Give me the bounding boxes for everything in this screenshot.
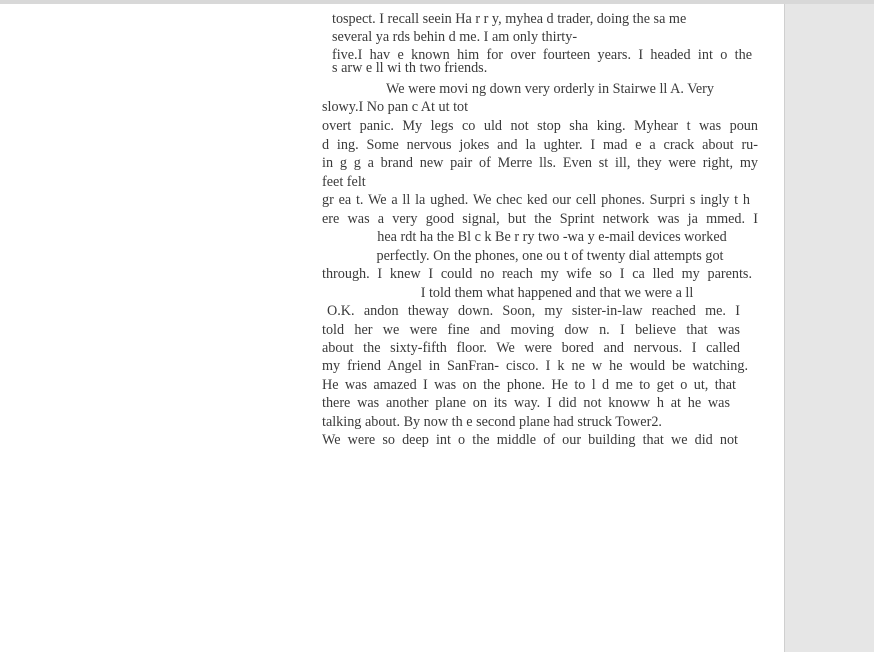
doc-line-14: perfectly. On the phones, one ou t of twenty dial attempts got bbox=[376, 248, 724, 264]
doc-line-5: We were movi ng down very orderly in Stairwe ll A. Very bbox=[386, 81, 714, 97]
doc-line-18: told her we were fine and moving dow n. I believe that was bbox=[322, 322, 740, 338]
document-page[interactable] bbox=[0, 4, 785, 652]
doc-line-8: d ing. Some nervous jokes and la ughter. I mad e a crack about ru- bbox=[322, 137, 758, 153]
doc-line-4: s arw e ll wi th two friends. bbox=[332, 60, 488, 76]
doc-line-20: my friend Angel in SanFran- cisco. I k ne w he would be watching. bbox=[322, 358, 748, 374]
doc-line-2: several ya rds behin d me. I am only thirty- bbox=[332, 29, 578, 45]
doc-line-1: tospect. I recall seein Ha r r y, myhea d trader, doing the sa me bbox=[332, 11, 687, 27]
doc-line-3: five.I hav e known him for over fourteen years. I headed int o the bbox=[332, 47, 752, 63]
doc-line-17: O.K. andon theway down. Soon, my sister-in-law reached me. I bbox=[327, 303, 740, 319]
doc-line-21: He was amazed I was on the phone. He to l d me to get o ut, that bbox=[322, 377, 736, 393]
doc-line-12: ere was a very good signal, but the Sprint network was ja mmed. I bbox=[322, 211, 758, 227]
doc-line-19: about the sixty-fifth floor. We were bored and nervous. I called bbox=[322, 340, 740, 356]
doc-line-22: there was another plane on its way. I did not knoww h at he was bbox=[322, 395, 730, 411]
doc-line-13: hea rdt ha the Bl c k Be r ry two -wa y e-mail devices worked bbox=[377, 229, 727, 245]
doc-line-15: through. I knew I could no reach my wife so I ca lled my parents. bbox=[322, 266, 752, 282]
doc-line-7: overt panic. My legs co uld not stop sha king. Myhear t was poun bbox=[322, 118, 758, 134]
right-gray-margin bbox=[785, 4, 874, 652]
doc-line-10: feet felt bbox=[322, 174, 366, 190]
doc-line-23: talking about. By now th e second plane had struck Tower2. bbox=[322, 414, 662, 430]
doc-line-6: slowy.I No pan c At ut tot bbox=[322, 99, 469, 115]
doc-line-11: gr ea t. We a ll la ughed. We chec ked our cell phones. Surpri s ingly t h bbox=[322, 192, 750, 208]
doc-line-9: in g g a brand new pair of Merre lls. Even st ill, they were right, my bbox=[322, 155, 758, 171]
doc-line-24: We were so deep int o the middle of our building that we did not bbox=[322, 432, 738, 448]
doc-line-16: I told them what happened and that we were a ll bbox=[420, 285, 694, 301]
